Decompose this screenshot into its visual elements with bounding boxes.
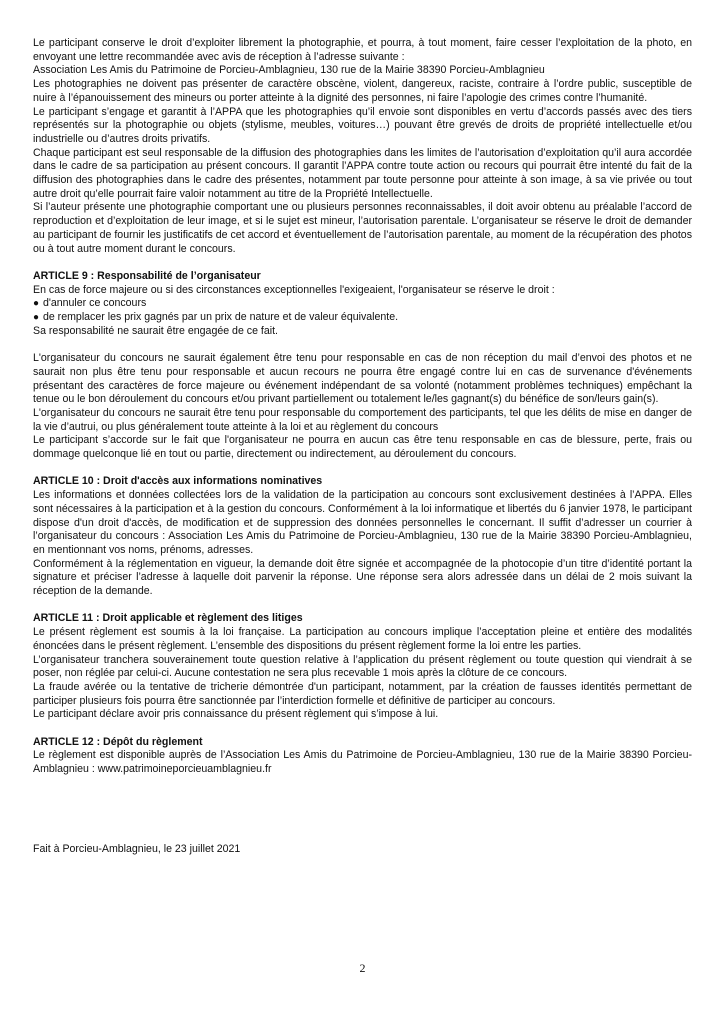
list-item-text: de remplacer les prix gagnés par un prix de nature et de valeur équivalente. bbox=[42, 311, 399, 324]
signature-line: Fait à Porcieu-Amblagnieu, le 23 juillet 2021 bbox=[33, 843, 241, 855]
article-9-lead: En cas de force majeure ou si des circonstances exceptionnelles l'exigeaient, l'organisateur se réserve le droit : bbox=[33, 283, 555, 296]
list-item bbox=[33, 311, 692, 325]
article-11-paragraph: La fraude avérée ou la tentative de tricherie démontrée d'un participant, notamment, par la création de fausses identités permettant de participer plusieurs fois pourra être sanctionnée par l’interdiction formelle et définitive de participer au concours. bbox=[33, 680, 692, 707]
list-item bbox=[33, 297, 692, 311]
article-10-heading: ARTICLE 10 : Droit d'accès aux informations nominatives bbox=[33, 475, 323, 488]
article-10-paragraph: Les informations et données collectées lors de la validation de la participation au concours sont exclusivement destinées à l’APPA. Elles sont nécessaires à la participation et à la gestion du concours. Conformément à la loi informatique et libertés du 6 janvier 1978, le participant dispose d'un droit d'accès, de modification et de suppression des données personnelles le concernant. Il suffit d’adresser un courrier à l’organisateur du concours : Association Les Amis du Patrimoine de Porcieu-Amblagnieu, 130 rue de la Mairie 38390 Porcieu-Amblagnieu, en mentionnant vos noms, prénoms, adresses. bbox=[33, 489, 692, 556]
intro-paragraph: Les photographies ne doivent pas présenter de caractère obscène, violent, dangereux, raciste, contraire à l’ordre public, susceptible de nuire à l’épanouissement des mineurs ou porter atteinte à la dignité des personnes, ni faire l’apologie des crimes contre l’humanité. bbox=[33, 78, 692, 104]
article-9-bullet-list bbox=[33, 297, 692, 324]
article-11-paragraph: L’organisateur tranchera souverainement toute question relative à l’application du présent règlement ou toute question qui viendrait à se poser, non réglée par celui-ci. Aucune contestation ne sera plus recevable 1 mois après la clôture de ce concours. bbox=[33, 653, 692, 680]
spacer bbox=[33, 462, 692, 476]
bullet-icon: ● bbox=[33, 298, 40, 310]
document-body bbox=[33, 37, 692, 777]
page-number: 2 bbox=[359, 961, 366, 975]
article-11-paragraph: Le présent règlement est soumis à la loi française. La participation au concours implique l’acceptation pleine et entière des modalités énoncées dans le présent règlement. L’ensemble des dispositions du présent règlement forme la loi entre les parties. bbox=[33, 626, 692, 652]
article-9-heading: ARTICLE 9 : Responsabilité de l’organisateur bbox=[33, 269, 261, 282]
bullet-icon: ● bbox=[33, 312, 40, 324]
article-12-heading: ARTICLE 12 : Dépôt du règlement bbox=[33, 735, 203, 748]
article-9-paragraph: Le participant s’accorde sur le fait que l'organisateur ne pourra en aucun cas être tenu responsable en cas de blessure, perte, frais ou dommage quelconque lié en tout ou partie, directement ou indirectement, au déroulement du concours. bbox=[33, 434, 692, 461]
spacer bbox=[33, 256, 692, 270]
intro-paragraph: Le participant s’engage et garantit à l’APPA que les photographies qu’il envoie sont disponibles en vertu d’accords passés avec des tiers représentés sur la photographie ou objets (stylisme, meubles, voitures…) pouvant être grevés de droits de propriété intellectuelle et/ou industrielle ou d’autres droits privatifs. bbox=[33, 105, 692, 145]
article-9-paragraph: L'organisateur du concours ne saurait également être tenu pour responsable en cas de non réception du mail d’envoi des photos et ne saurait non plus être tenu pour responsable et aucun recours ne pourra être engagé contre lui en cas de survenance d'événements présentant des caractères de force majeure ou événement indépendant de sa volonté (notamment problèmes techniques) empêchant la tenue ou le bon déroulement du concours et/ou privant partiellement ou totalement le/les gagnant(s) du bénéfice de son/leurs gain(s). bbox=[33, 352, 692, 406]
article-9-closing: Sa responsabilité ne saurait être engagée de ce fait. bbox=[33, 324, 278, 337]
spacer bbox=[33, 599, 692, 613]
spacer bbox=[33, 338, 692, 352]
spacer bbox=[33, 722, 692, 736]
article-11-heading: ARTICLE 11 : Droit applicable et règlement des litiges bbox=[33, 612, 303, 625]
article-12-paragraph: Le règlement est disponible auprès de l’Association Les Amis du Patrimoine de Porcieu-Amblagnieu, 130 rue de la Mairie 38390 Porcieu-Amblagnieu : www.patrimoineporcieuamblagnieu.fr bbox=[33, 749, 692, 776]
intro-paragraph: Si l’auteur présente une photographie comportant une ou plusieurs personnes reconnaissables, il doit avoir obtenu au préalable l’accord de reproduction et d’exploitation de leur image, et si le sujet est mineur, l’autorisation parentale. L’organisateur se réserve le droit de demander au participant de fournir les justificatifs de cet accord et éventuellement de l’autorisation parentale, au moment de la récupération des photos ou à tout autre moment durant le concours. bbox=[33, 201, 692, 255]
intro-address: Association Les Amis du Patrimoine de Porcieu-Amblagnieu, 130 rue de la Mairie 38390 Porcieu-Amblagnieu bbox=[33, 64, 545, 77]
article-11-paragraph: Le participant déclare avoir pris connaissance du présent règlement qui s’impose à lui. bbox=[33, 708, 439, 721]
list-item-text: d'annuler ce concours bbox=[42, 297, 147, 310]
article-10-paragraph: Conformément à la réglementation en vigueur, la demande doit être signée et accompagnée de la photocopie d’un titre d’identité portant la signature et préciser l’adresse à laquelle doit parvenir la réponse. Une réponse sera alors adressée dans un délai de 2 mois suivant la réception de la demande. bbox=[33, 557, 692, 598]
article-9-paragraph: L'organisateur du concours ne saurait être tenu pour responsable du comportement des participants, tel que les délits de mise en danger de la vie d’autrui, ou plus généralement toute atteinte à la loi et au règlement du concours bbox=[33, 406, 692, 433]
intro-paragraph: Chaque participant est seul responsable de la diffusion des photographies dans les limites de l’autorisation d’exploitation qu’il aura accordée dans le cadre de sa participation au présent concours. Il garantit l’APPA contre toute action ou recours qui pourrait être intenté du fait de la diffusion des photographies dans le cadre des présentes, notamment par toute personne pour atteinte à son image, à sa vie privée ou tout autre droit qu’elle pourrait faire valoir notamment au titre de la Propriété Intellectuelle. bbox=[33, 146, 692, 200]
intro-paragraph: Le participant conserve le droit d’exploiter librement la photographie, et pourra, à tout moment, faire cesser l’exploitation de la photo, en envoyant une lettre recommandée avec avis de réception à l’adresse suivante : bbox=[33, 37, 692, 63]
